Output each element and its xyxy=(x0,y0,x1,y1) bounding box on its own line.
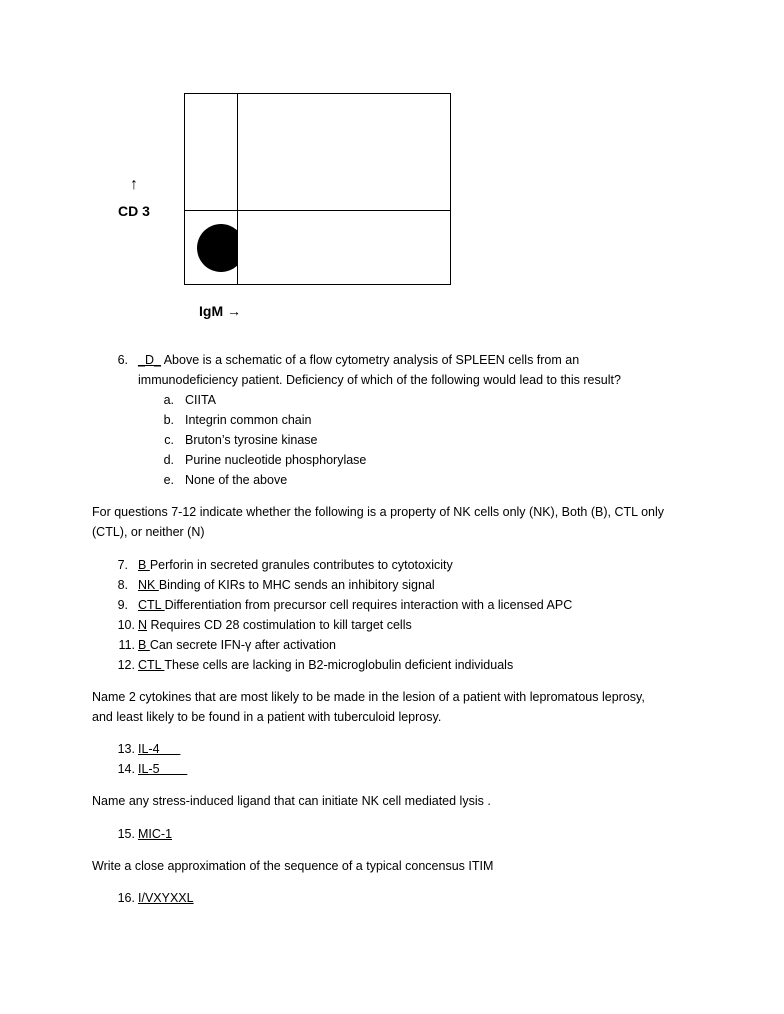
answer: CTL xyxy=(138,598,165,612)
answer: MIC-1 xyxy=(138,827,173,841)
instructions-line2: (CTL), or neither (N) xyxy=(92,525,205,539)
x-axis-label: IgM → xyxy=(199,303,241,319)
quadrant-horizontal-divider xyxy=(185,210,450,211)
answer: I/VXYXXL xyxy=(138,891,194,905)
itim-prompt: Write a close approximation of the sequence of a typical concensus ITIM xyxy=(92,859,494,873)
option-text: None of the above xyxy=(185,473,288,487)
leprosy-prompt-line2: and least likely to be found in a patient with tuberculoid leprosy. xyxy=(92,710,442,724)
question-number: 15. xyxy=(117,827,135,841)
question-line: CTL Differentiation from precursor cell requires interaction with a licensed APC xyxy=(138,598,573,612)
y-axis-label: CD 3 xyxy=(118,203,150,219)
question-number: 7. xyxy=(117,558,128,572)
question-line: NK Binding of KIRs to MHC sends an inhibitory signal xyxy=(138,578,435,592)
answer: N xyxy=(138,618,148,632)
question-number: 14. xyxy=(117,762,135,776)
question-number: 16. xyxy=(117,891,135,905)
question-line: N Requires CD 28 costimulation to kill target cells xyxy=(138,618,412,632)
question-number: 13. xyxy=(117,742,135,756)
answer: _D_ xyxy=(138,353,161,367)
option-text: Bruton’s tyrosine kinase xyxy=(185,433,318,447)
answer: NK xyxy=(138,578,159,592)
cell-population-dot xyxy=(193,222,237,274)
option-letter: e. xyxy=(163,473,174,487)
answer: IL-5 xyxy=(138,762,188,776)
question-number: 6. xyxy=(117,353,128,367)
option-text: Integrin common chain xyxy=(185,413,312,427)
question-line: B Perforin in secreted granules contributes to cytotoxicity xyxy=(138,558,453,572)
answer: B xyxy=(138,558,150,572)
right-arrow-icon: → xyxy=(227,303,241,319)
flow-cytometry-plot xyxy=(184,93,451,285)
up-arrow-icon: ↑ xyxy=(130,176,138,193)
question-number: 11. xyxy=(118,638,135,652)
option-text: CIITA xyxy=(185,393,217,407)
stress-prompt: Name any stress-induced ligand that can initiate NK cell mediated lysis . xyxy=(92,794,491,808)
question-number: 8. xyxy=(117,578,128,592)
question-6-line2: immunodeficiency patient. Deficiency of which of the following would lead to this result? xyxy=(138,373,621,387)
question-line: B Can secrete IFN-γ after activation xyxy=(138,638,336,652)
question-line: CTL These cells are lacking in B2-microglobulin deficient individuals xyxy=(138,658,514,672)
quadrant-vertical-divider xyxy=(237,94,238,284)
question-number: 12. xyxy=(117,658,135,672)
answer: IL-4 xyxy=(138,742,181,756)
instructions-line1: For questions 7-12 indicate whether the following is a property of NK cells only (NK), Both (B), CTL only xyxy=(92,505,665,519)
question-number: 9. xyxy=(117,598,128,612)
question-6-line1: _D_ Above is a schematic of a flow cytometry analysis of SPLEEN cells from an xyxy=(138,353,580,367)
answer: CTL xyxy=(138,658,165,672)
option-text: Purine nucleotide phosphorylase xyxy=(185,453,367,467)
answer: B xyxy=(138,638,150,652)
option-letter: b. xyxy=(163,413,174,427)
leprosy-prompt-line1: Name 2 cytokines that are most likely to be made in the lesion of a patient with lepromatous leprosy, xyxy=(92,690,645,704)
option-letter: a. xyxy=(163,393,174,407)
option-letter: d. xyxy=(163,453,174,467)
option-letter: c. xyxy=(164,433,174,447)
question-number: 10. xyxy=(117,618,135,632)
